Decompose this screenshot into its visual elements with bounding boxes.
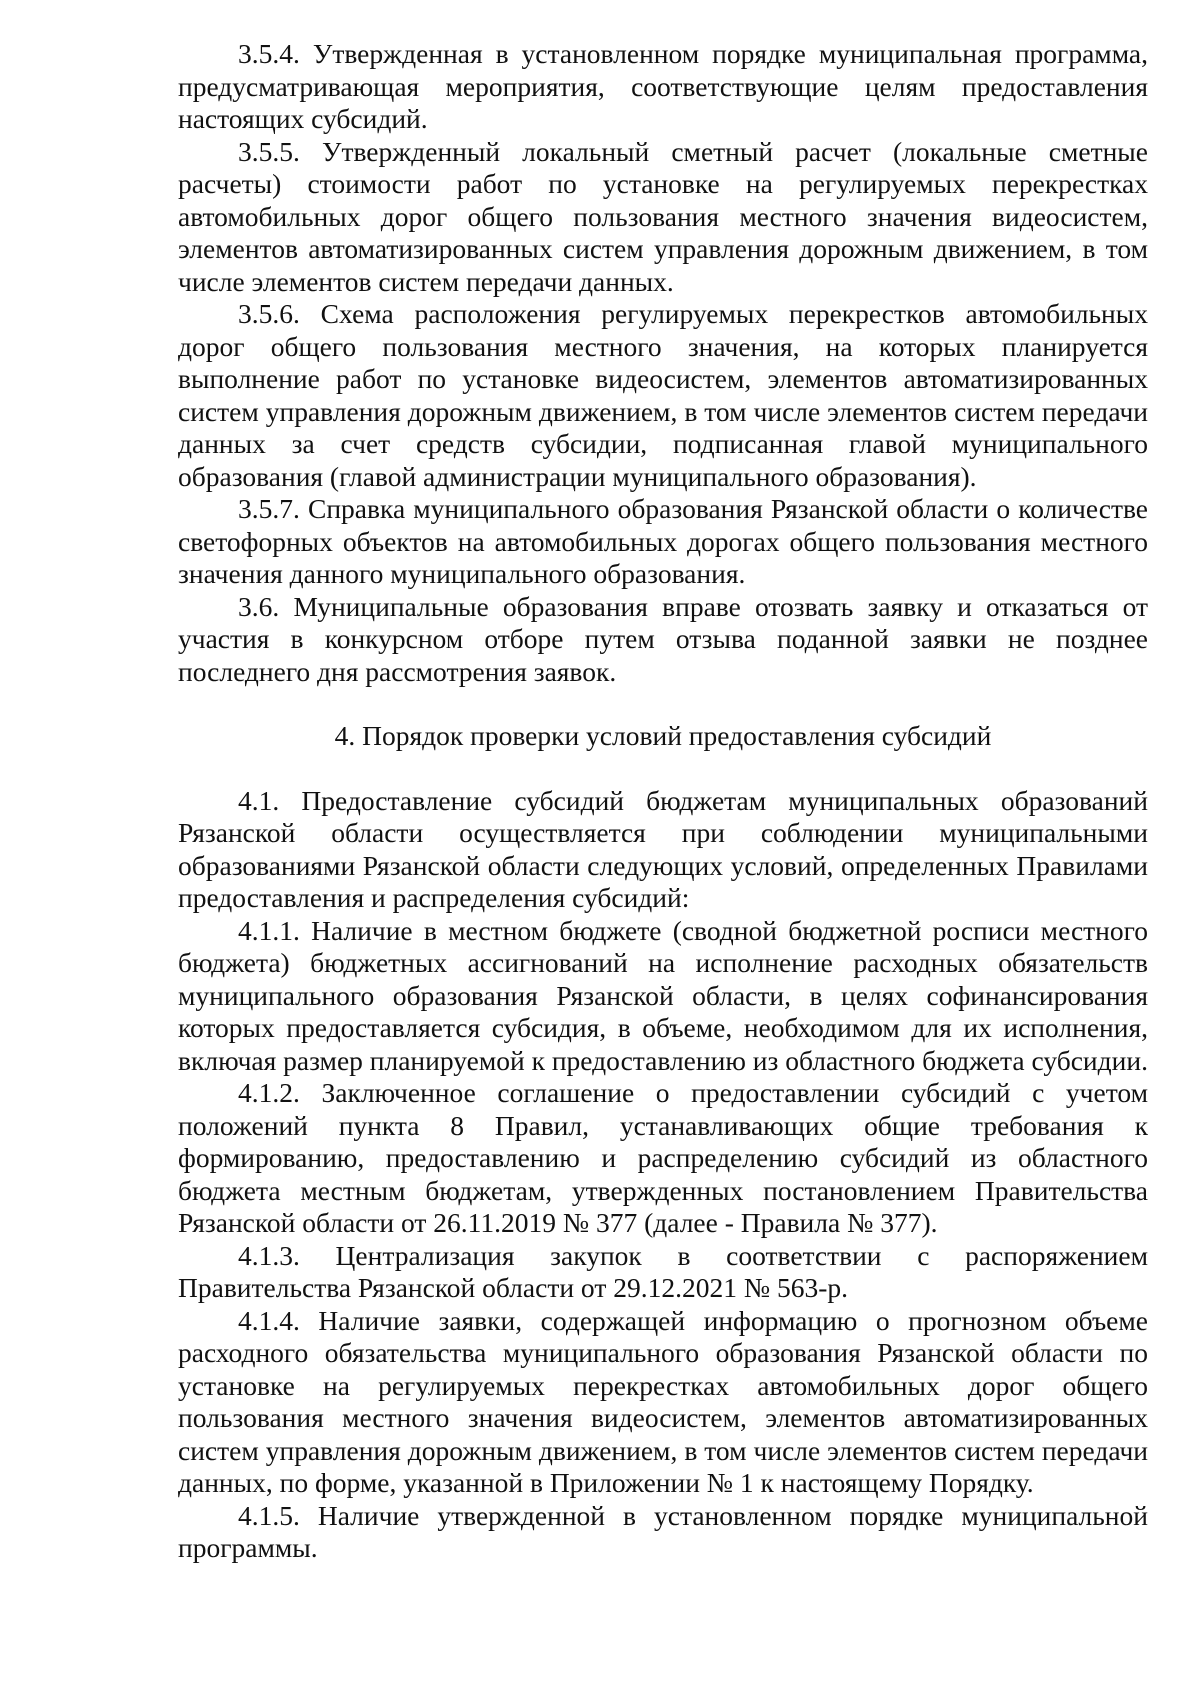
paragraph-4-1-3: 4.1.3. Централизация закупок в соответствии с распоряжением Правительства Рязанской области от 29.12.2021 № 563-р. [178, 1239, 1148, 1303]
paragraph-4-1-1: 4.1.1. Наличие в местном бюджете (сводной бюджетной росписи местного бюджета) бюджетных ассигнований на исполнение расходных обязательств муниципального образования Рязанской области, в целях софинансирования которых предоставляется субсидия, в объеме, необходимом для их исполнения, включая размер планируемой к предоставлению из областного бюджета субсидии. [178, 914, 1148, 1076]
paragraph-3-6: 3.6. Муниципальные образования вправе отозвать заявку и отказаться от участия в конкурсном отборе путем отзыва поданной заявки не позднее последнего дня рассмотрения заявок. [178, 590, 1148, 687]
section-heading: 4. Порядок проверки условий предоставления субсидий [334, 720, 992, 751]
document-page [178, 38, 1148, 1565]
paragraph-3-5-6: 3.5.6. Схема расположения регулируемых перекрестков автомобильных дорог общего пользования местного значения, на которых планируется выполнение работ по установке видеосистем, элементов автоматизированных систем управления дорожным движением, в том числе элементов систем передачи данных за счет средств субсидии, подписанная главой муниципального образования (главой администрации муниципального образования). [178, 298, 1148, 492]
paragraph-4-1-4: 4.1.4. Наличие заявки, содержащей информацию о прогнозном объеме расходного обязательства муниципального образования Рязанской области по установке на регулируемых перекрестках автомобильных дорог общего пользования местного значения видеосистем, элементов автоматизированных систем управления дорожным движением, в том числе элементов систем передачи данных, по форме, указанной в Приложении № 1 к настоящему Порядку. [178, 1304, 1148, 1498]
paragraph-3-5-5: 3.5.5. Утвержденный локальный сметный расчет (локальные сметные расчеты) стоимости работ по установке на регулируемых перекрестках автомобильных дорог общего пользования местного значения видеосистем, элементов автоматизированных систем управления дорожным движением, в том числе элементов систем передачи данных. [178, 135, 1148, 297]
paragraph-4-1-2: 4.1.2. Заключенное соглашение о предоставлении субсидий с учетом положений пункта 8 Правил, устанавливающих общие требования к формированию, предоставлению и распределению субсидий из областного бюджета местным бюджетам, утвержденных постановлением Правительства Рязанской области от 26.11.2019 № 377 (далее - Правила № 377). [178, 1077, 1148, 1238]
paragraph-4-1-5: 4.1.5. Наличие утвержденной в установленном порядке муниципальной программы. [178, 1499, 1148, 1563]
paragraph-3-5-7: 3.5.7. Справка муниципального образования Рязанской области о количестве светофорных объектов на автомобильных дорогах общего пользования местного значения данного муниципального образования. [178, 493, 1148, 589]
paragraph-3-5-4: 3.5.4. Утвержденная в установленном порядке муниципальная программа, предусматривающая мероприятия, соответствующие целям предоставления настоящих субсидий. [178, 38, 1148, 134]
paragraph-4-1: 4.1. Предоставление субсидий бюджетам муниципальных образований Рязанской области осуществляется при соблюдении муниципальными образованиями Рязанской области следующих условий, определенных Правилами предоставления и распределения субсидий: [178, 784, 1148, 913]
